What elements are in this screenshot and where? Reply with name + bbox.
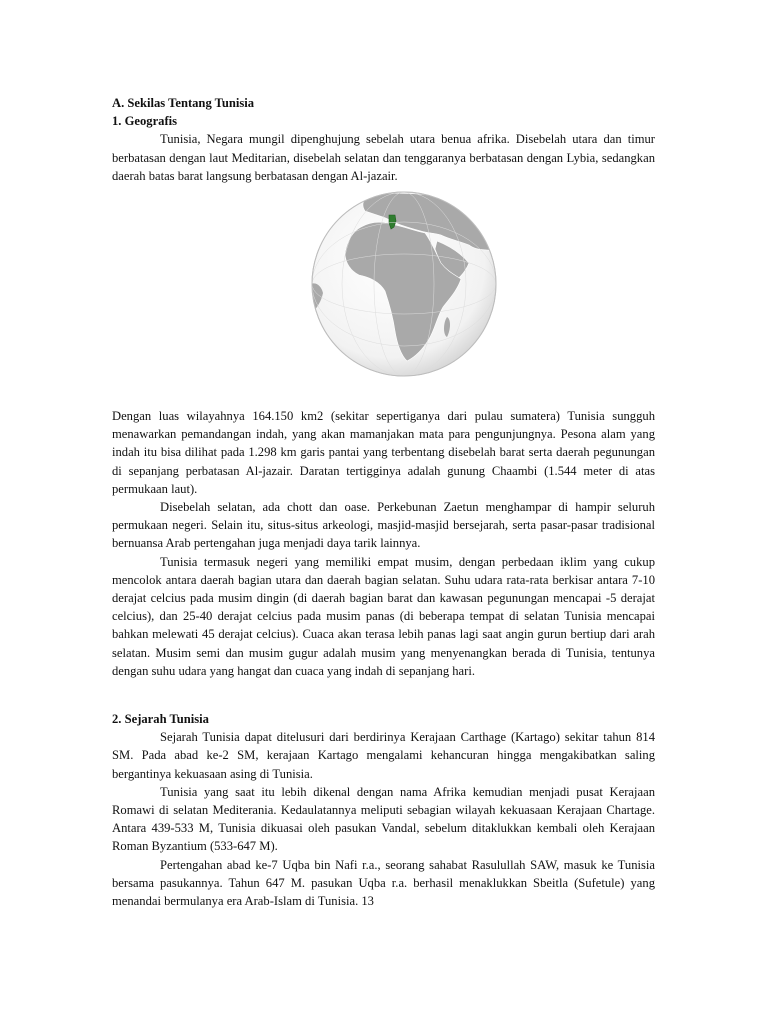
sejarah-paragraph-3: Pertengahan abad ke-7 Uqba bin Nafi r.a., seorang sahabat Rasulullah SAW, masuk ke Tunisia bersama pasukannya. Tahun 647 M. pasukan Uqba r.a. berhasil menaklukkan Sbeitla (Sufetule) yang menandai bermulanya era Arab-Islam di Tunisia. 13 <box>112 857 655 909</box>
geografis-paragraph-3: Disebelah selatan, ada chott dan oase. Perkebunan Zaetun menghampar di hampir seluruh permukaan negeri. Selain itu, situs-situs arkeologi, masjid-masjid bersejarah, serta pasar-pasar tradisional bernuansa Arab pertengahan juga menjadi daya tarik lainnya. <box>112 500 655 551</box>
geografis-heading: 1. Geografis <box>112 114 178 129</box>
geografis-paragraph-1: Tunisia, Negara mungil dipenghujung sebelah utara benua afrika. Disebelah utara dan timur berbatasan dengan laut Meditarian, disebelah selatan dan tenggaranya berbatasan dengan Lybia, sedangkan daerah batas barat langsung berbatasan dengan Al-jazair. <box>112 132 655 183</box>
globe-figure <box>112 189 655 401</box>
section-title: A. Sekilas Tentang Tunisia <box>112 96 255 110</box>
sejarah-paragraph-2: Tunisia yang saat itu lebih dikenal dengan nama Afrika kemudian menjadi pusat Kerajaan Romawi di selatan Mediterania. Kedaulatannya meliputi sebagian wilayah kekuasaan Kerajaan Chartage. Antara 439-533 M, Tunisia dikuasai oleh pasukan Vandal, sebelum ditaklukkan kembali oleh Kerajaan Roman Byzantium (533-647 M). <box>112 784 655 854</box>
sejarah-paragraph-1: Sejarah Tunisia dapat ditelusuri dari berdirinya Kerajaan Carthage (Kartago) sekitar tahun 814 SM. Pada abad ke-2 SM, kerajaan Kartago mengalami kehancuran hingga mengakibatkan saling bergantinya kekuasaan asing di Tunisia. <box>112 730 655 781</box>
sejarah-heading: 2. Sejarah Tunisia <box>112 712 209 727</box>
globe-africa-icon <box>309 189 499 379</box>
section-spacer <box>112 680 655 710</box>
geografis-paragraph-2: Dengan luas wilayahnya 164.150 km2 (sekitar sepertiganya dari pulau sumatera) Tunisia sungguh menawarkan pemandangan indah, yang akan mamanjakan mata para pengunjungnya. Pesona alam yang indah itu bisa dilihat pada 1.298 km garis pantai yang terbentang disebelah barat serta daerah pegunungan di sepanjang perbatasan Al-jazair. Daratan tertigginya adalah gunung Chaambi (1.544 meter di atas permukaan laut). <box>112 409 655 496</box>
document-body <box>112 94 655 910</box>
geografis-paragraph-4: Tunisia termasuk negeri yang memiliki empat musim, dengan perbedaan iklim yang cukup mencolok antara daerah bagian utara dan daerah bagian selatan. Suhu udara rata-rata berkisar antara 7-10 derajat celcius pada musim dingin (di daerah bagian barat dan kawasan pegunungan mencapai -5 derajat celcius), dan 25-40 derajat celcius pada musim panas (di beberapa tempat di selatan Tunisia mencapai bahkan melewati 45 derajat celcius). Cuaca akan terasa lebih panas lagi saat angin gurun bertiup dari arah selatan. Musim semi dan musim gugur adalah musim yang menyenangkan berada di Tunisia, tentunya dengan suhu udara yang hangat dan cuaca yang indah di sepanjang hari. <box>112 554 655 678</box>
